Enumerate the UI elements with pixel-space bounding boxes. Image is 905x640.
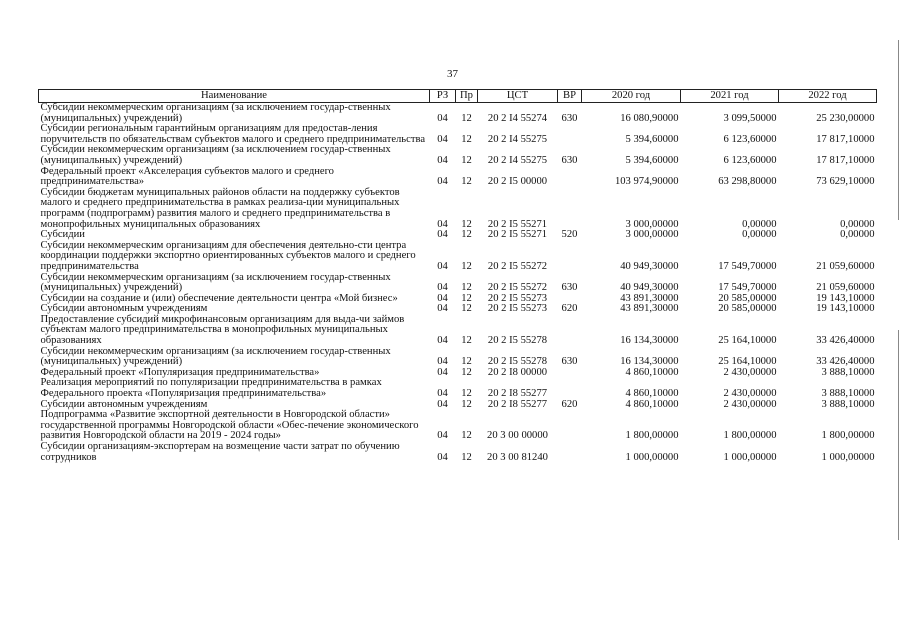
- cell-2021: 6 123,60000: [723, 133, 777, 145]
- table-row: [39, 273, 877, 294]
- cell-vr: [558, 368, 582, 379]
- cell-vr: [558, 188, 582, 230]
- cell-2020: 1 800,00000: [625, 430, 679, 442]
- cell-2022: 17 817,10000: [816, 154, 875, 166]
- cell-name: Субсидии некоммерческим организациям (за исключением государ-ственных (муниципальных) учреждений): [40, 144, 391, 166]
- header-name: Наименование: [39, 90, 430, 103]
- cell-vr: 520: [561, 229, 578, 241]
- cell-2020: 4 860,10000: [625, 366, 679, 378]
- cell-vr: 620: [561, 303, 578, 315]
- table-row: [39, 103, 877, 125]
- cell-pr: 12: [461, 335, 472, 347]
- cell-rz: 04: [437, 260, 448, 272]
- cell-2022: 1 800,00000: [821, 430, 875, 442]
- cell-2020: 5 394,60000: [625, 154, 679, 166]
- table-row: [39, 410, 877, 442]
- header-rz: РЗ: [430, 90, 456, 103]
- cell-cst: 20 2 I5 55272: [487, 260, 548, 272]
- cell-pr: 12: [461, 366, 472, 378]
- cell-rz: 04: [437, 335, 448, 347]
- cell-2020: 3 000,00000: [625, 229, 679, 241]
- scan-edge-mark: [898, 40, 899, 220]
- cell-2020: 43 891,30000: [620, 292, 679, 304]
- cell-rz: 04: [437, 133, 448, 145]
- table-header-row: [39, 90, 877, 103]
- cell-name: Субсидии: [40, 229, 85, 241]
- table-row: [39, 378, 877, 399]
- cell-rz: 04: [437, 366, 448, 378]
- cell-cst: 20 2 I8 55277: [487, 398, 548, 410]
- cell-rz: 04: [437, 218, 448, 230]
- cell-2021: 20 585,00000: [718, 292, 777, 304]
- table-row: [39, 167, 877, 188]
- cell-2021: 2 430,00000: [723, 366, 777, 378]
- cell-cst: 20 2 I4 55274: [487, 112, 548, 124]
- cell-2022: 3 888,10000: [821, 398, 875, 410]
- header-vr: ВР: [558, 90, 582, 103]
- cell-vr: 630: [561, 112, 578, 124]
- cell-name: Субсидии бюджетам муниципальных районов области на поддержку субъектов малого и среднего предпринимательства в рамках реализа-ции муниципальных программ (подпрограмм) развития малого и среднего предпринимательства в монопрофильных муниципальных образованиях: [40, 186, 400, 230]
- cell-name: Субсидии автономным учреждениям: [40, 398, 208, 410]
- cell-2020: 16 134,30000: [620, 356, 679, 368]
- table-row: [39, 241, 877, 273]
- table-row: [39, 347, 877, 368]
- cell-2022: 25 230,00000: [816, 112, 875, 124]
- cell-2020: 4 860,10000: [625, 388, 679, 400]
- cell-2021: 6 123,60000: [723, 154, 777, 166]
- cell-2022: 3 888,10000: [821, 366, 875, 378]
- cell-vr: [558, 167, 582, 188]
- cell-cst: 20 2 I4 55275: [487, 154, 548, 166]
- header-cst: ЦСТ: [478, 90, 558, 103]
- cell-cst: 20 2 I5 55278: [487, 356, 548, 368]
- cell-vr: 630: [561, 282, 578, 294]
- cell-rz: 04: [437, 451, 448, 463]
- table-row: [39, 145, 877, 166]
- cell-vr: [558, 315, 582, 347]
- cell-rz: 04: [437, 292, 448, 304]
- header-2021: 2021 год: [681, 90, 779, 103]
- cell-name: Предоставление субсидий микрофинансовым организациям для выда-чи займов субъектам малого предпринимательства в монопрофильных муниципальных образованиях: [40, 313, 405, 347]
- cell-2022: 3 888,10000: [821, 388, 875, 400]
- cell-2021: 63 298,80000: [718, 176, 777, 188]
- cell-2020: 16 080,90000: [620, 112, 679, 124]
- header-pr: Пр: [456, 90, 478, 103]
- cell-rz: 04: [437, 154, 448, 166]
- cell-pr: 12: [461, 218, 472, 230]
- cell-2022: 0,00000: [840, 218, 875, 230]
- cell-name: Субсидии некоммерческим организациям (за исключением государ-ственных (муниципальных) учреждений): [40, 345, 391, 368]
- cell-pr: 12: [461, 282, 472, 294]
- cell-pr: 12: [461, 133, 472, 145]
- cell-pr: 12: [461, 260, 472, 272]
- cell-vr: 620: [561, 398, 578, 410]
- table-row: [39, 188, 877, 230]
- cell-rz: 04: [437, 112, 448, 124]
- cell-rz: 04: [437, 303, 448, 315]
- cell-name: Субсидии автономным учреждениям: [40, 303, 208, 315]
- cell-cst: 20 2 I5 55273: [487, 303, 548, 315]
- cell-2020: 3 000,00000: [625, 218, 679, 230]
- cell-cst: 20 2 I4 55275: [487, 133, 548, 145]
- cell-2020: 4 860,10000: [625, 398, 679, 410]
- cell-rz: 04: [437, 176, 448, 188]
- cell-cst: 20 2 I8 55277: [487, 388, 548, 400]
- cell-name: Подпрограмма «Развитие экспортной деятельности в Новгородской области» государственной программы Новгородской области «Обес-печение экономического развития Новгородской области на 2019 - 2024 годы»: [40, 409, 419, 442]
- scan-edge-mark: [898, 330, 899, 540]
- cell-2022: 17 817,10000: [816, 133, 875, 145]
- table-body: [39, 103, 877, 464]
- cell-2021: 1 800,00000: [723, 430, 777, 442]
- cell-2021: 1 000,00000: [723, 451, 777, 463]
- cell-2021: 0,00000: [742, 218, 777, 230]
- header-2020: 2020 год: [582, 90, 681, 103]
- cell-2021: 2 430,00000: [723, 398, 777, 410]
- cell-2021: 25 164,10000: [718, 356, 777, 368]
- cell-2021: 3 099,50000: [723, 112, 777, 124]
- cell-rz: 04: [437, 356, 448, 368]
- cell-name: Субсидии некоммерческим организациям для обеспечения деятельно-сти центра координации поддержки экспортно ориентированных субъектов малого и среднего предпринимательства: [40, 239, 416, 272]
- table-row: [39, 124, 877, 145]
- cell-cst: 20 2 I5 55273: [487, 292, 548, 304]
- cell-pr: 12: [461, 303, 472, 315]
- cell-name: Федеральный проект «Акселерация субъектов малого и среднего предпринимательства»: [40, 165, 334, 188]
- cell-pr: 12: [461, 154, 472, 166]
- cell-2022: 19 143,10000: [816, 303, 875, 315]
- cell-cst: 20 3 00 00000: [487, 430, 548, 442]
- cell-cst: 20 2 I5 55278: [487, 335, 548, 347]
- cell-rz: 04: [437, 430, 448, 442]
- cell-2022: 19 143,10000: [816, 292, 875, 304]
- page-number: 37: [447, 68, 458, 80]
- cell-vr: [558, 124, 582, 145]
- cell-2021: 2 430,00000: [723, 388, 777, 400]
- cell-2020: 43 891,30000: [620, 303, 679, 315]
- cell-2022: 0,00000: [840, 229, 875, 241]
- cell-2020: 40 949,30000: [620, 282, 679, 294]
- cell-2020: 1 000,00000: [625, 451, 679, 463]
- cell-name: Федеральный проект «Популяризация предпринимательства»: [40, 366, 320, 378]
- cell-vr: [558, 378, 582, 399]
- cell-2020: 103 974,90000: [614, 176, 679, 188]
- cell-vr: [558, 241, 582, 273]
- cell-pr: 12: [461, 176, 472, 188]
- cell-name: Реализация мероприятий по популяризации предпринимательства в рамках Федерального проекта «Популяризация предпринимательства»: [40, 377, 382, 400]
- cell-name: Субсидии организациям-экспортерам на возмещение части затрат по обучению сотрудников: [40, 441, 400, 463]
- cell-pr: 12: [461, 356, 472, 368]
- table-row: [39, 315, 877, 347]
- cell-cst: 20 2 I8 00000: [487, 366, 548, 378]
- cell-rz: 04: [437, 282, 448, 294]
- cell-cst: 20 3 00 81240: [487, 451, 548, 463]
- cell-2022: 21 059,60000: [816, 260, 875, 272]
- cell-2022: 33 426,40000: [816, 335, 875, 347]
- cell-pr: 12: [461, 430, 472, 442]
- cell-name: Субсидии региональным гарантийным организациям для предостав-ления поручительств по обязательствам субъектов малого и среднего предпринимательства: [40, 123, 426, 145]
- cell-vr: [558, 410, 582, 442]
- cell-2022: 21 059,60000: [816, 282, 875, 294]
- cell-name: Субсидии некоммерческим организациям (за исключением государ-ственных (муниципальных) учреждений): [40, 271, 391, 294]
- cell-2021: 25 164,10000: [718, 335, 777, 347]
- cell-2022: 73 629,10000: [816, 176, 875, 188]
- cell-pr: 12: [461, 451, 472, 463]
- cell-cst: 20 2 I5 00000: [487, 176, 548, 188]
- cell-cst: 20 2 I5 55271: [487, 229, 548, 241]
- cell-2021: 17 549,70000: [718, 282, 777, 294]
- cell-vr: [558, 442, 582, 463]
- cell-pr: 12: [461, 388, 472, 400]
- cell-2020: 40 949,30000: [620, 260, 679, 272]
- table-row: [39, 442, 877, 463]
- budget-table: [38, 89, 877, 463]
- cell-2022: 1 000,00000: [821, 451, 875, 463]
- cell-pr: 12: [461, 229, 472, 241]
- cell-name: Субсидии на создание и (или) обеспечение деятельности центра «Мой бизнес»: [40, 292, 398, 304]
- cell-rz: 04: [437, 388, 448, 400]
- cell-pr: 12: [461, 112, 472, 124]
- cell-2021: 17 549,70000: [718, 260, 777, 272]
- cell-2020: 5 394,60000: [625, 133, 679, 145]
- cell-2021: 0,00000: [742, 229, 777, 241]
- header-2022: 2022 год: [779, 90, 877, 103]
- cell-cst: 20 2 I5 55272: [487, 282, 548, 294]
- cell-vr: 630: [561, 154, 578, 166]
- cell-rz: 04: [437, 398, 448, 410]
- cell-pr: 12: [461, 398, 472, 410]
- cell-name: Субсидии некоммерческим организациям (за исключением государ-ственных (муниципальных) учреждений): [40, 102, 391, 124]
- cell-vr: 630: [561, 356, 578, 368]
- cell-cst: 20 2 I5 55271: [487, 218, 548, 230]
- cell-2020: 16 134,30000: [620, 335, 679, 347]
- cell-2021: 20 585,00000: [718, 303, 777, 315]
- cell-pr: 12: [461, 292, 472, 304]
- cell-2022: 33 426,40000: [816, 356, 875, 368]
- cell-rz: 04: [437, 229, 448, 241]
